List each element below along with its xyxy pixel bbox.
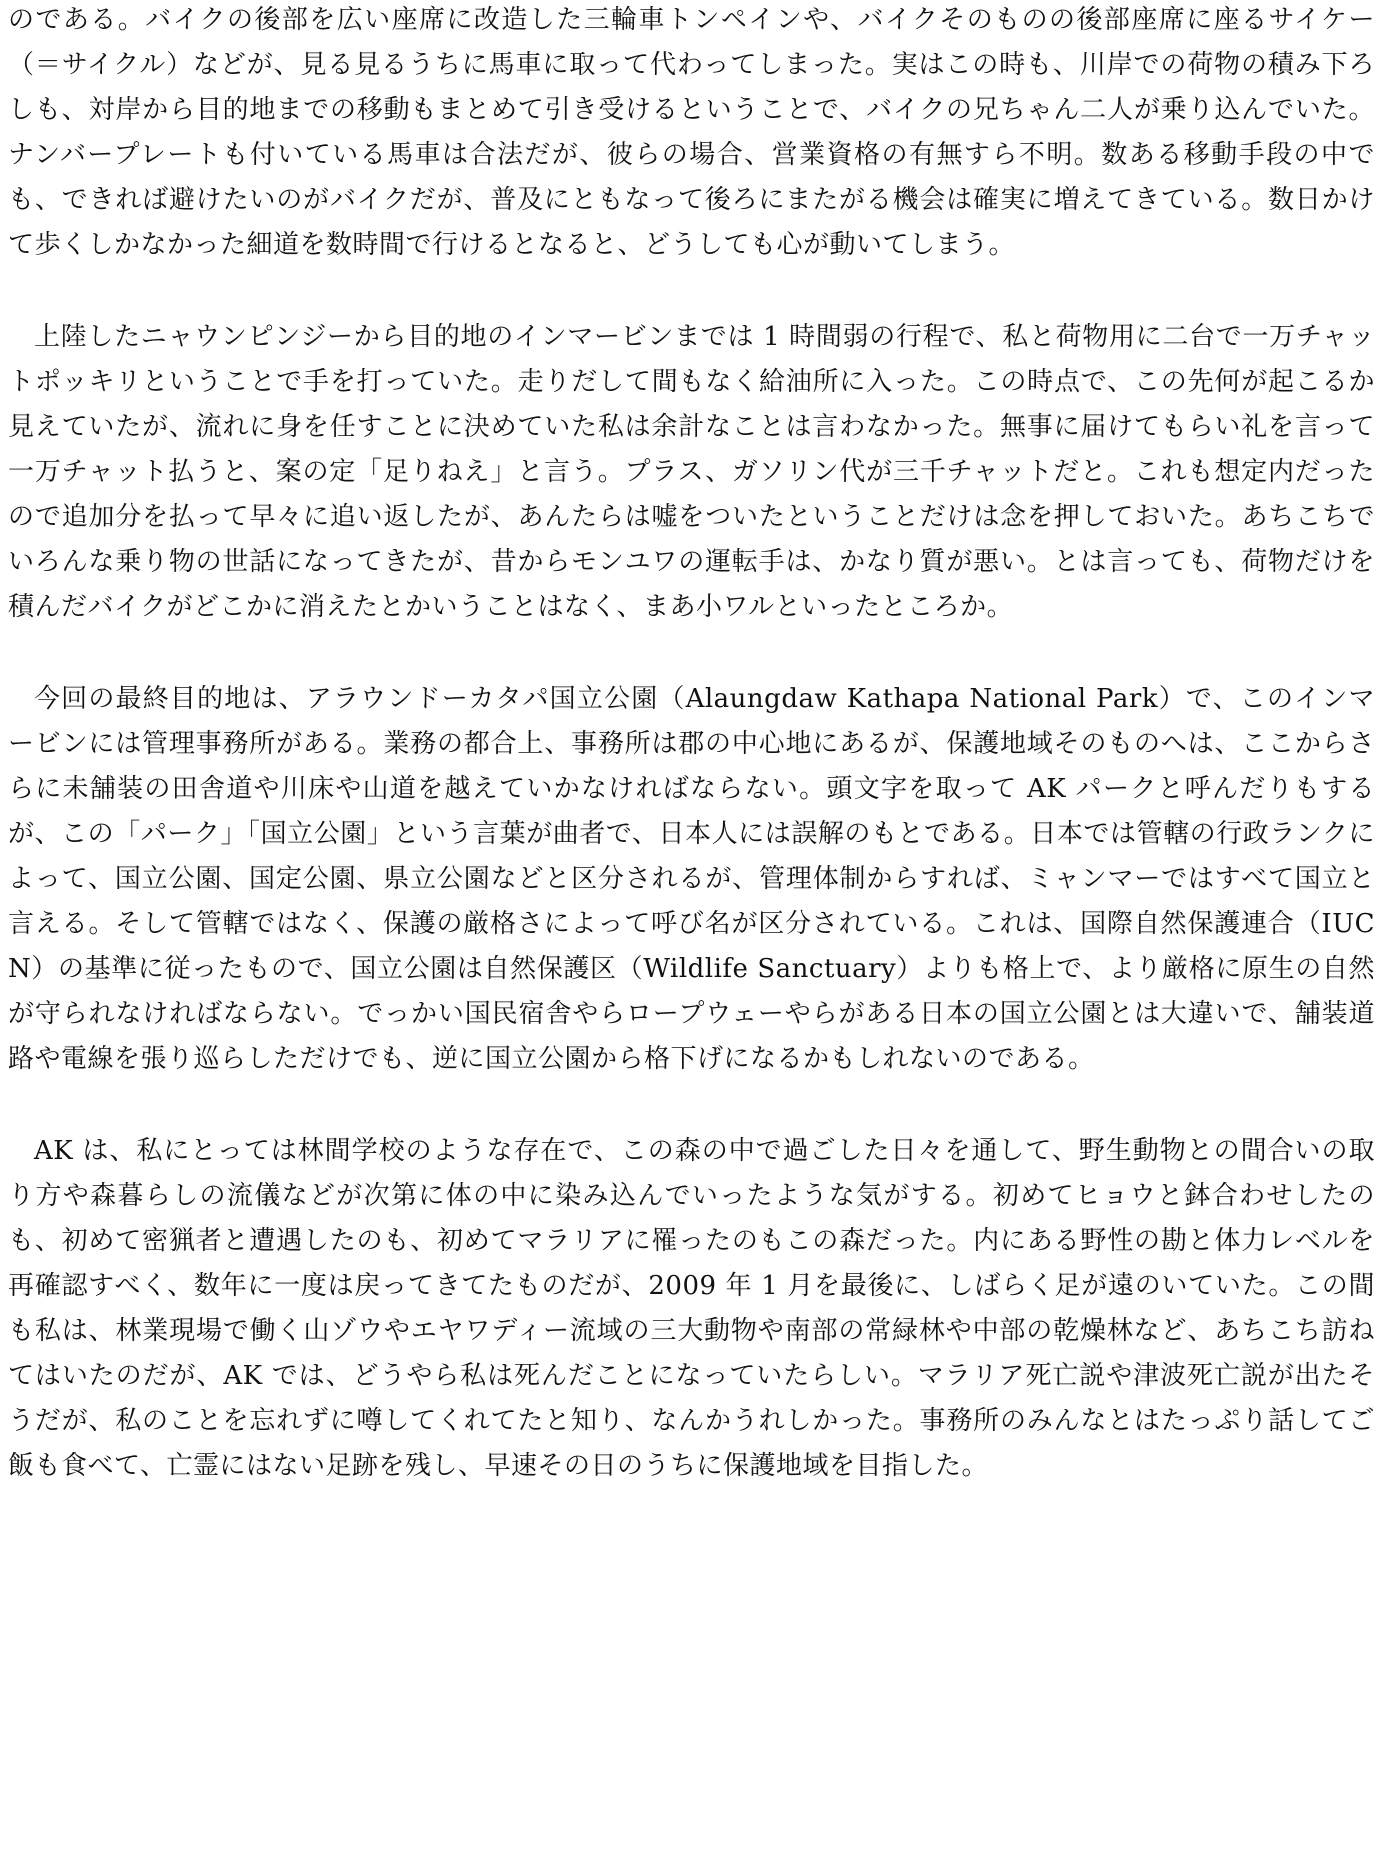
paragraph-3: 今回の最終目的地は、アラウンドーカタパ国立公園（Alaungdaw Kathapa National Park）で、このインマービンには管理事務所がある。業務の都合上、事務所は郡の中心地にあるが、保護地域そのものへは、ここからさらに未舗装の田舎道や川床や山道を越えていかなければならない。頭文字を取って AK パークと呼んだりもするが、この「パーク」「国立公園」という言葉が曲者で、日本人には誤解のもとである。日本では管轄の行政ランクによって、国立公園、国定公園、県立公園などと区分されるが、管理体制からすれば、ミャンマーではすべて国立と言える。そして管轄ではなく、保護の厳格さによって呼び名が区分されている。これは、国際自然保護連合（IUCN）の基準に従ったもので、国立公園は自然保護区（Wildlife Sanctuary）よりも格上で、より厳格に原生の自然が守られなければならない。でっかい国民宿舎やらロープウェーやらがある日本の国立公園とは大違いで、舗装道路や電線を張り巡らしただけでも、逆に国立公園から格下げになるかもしれないのである。 — [8, 684, 1375, 1074]
paragraph-1: のである。バイクの後部を広い座席に改造した三輪車トンペインや、バイクそのものの後部座席に座るサイケー（＝サイクル）などが、見る見るうちに馬車に取って代わってしまった。実はこの時も、川岸での荷物の積み下ろしも、対岸から目的地までの移動もまとめて引き受けるということで、バイクの兄ちゃん二人が乗り込んでいた。ナンバープレートも付いている馬車は合法だが、彼らの場合、営業資格の有無すら不明。数ある移動手段の中でも、できれば避けたいのがバイクだが、普及にともなって後ろにまたがる機会は確実に増えてきている。数日かけて歩くしかなかった細道を数時間で行けるとなると、どうしても心が動いてしまう。 — [8, 5, 1375, 260]
paragraph-4: AK は、私にとっては林間学校のような存在で、この森の中で過ごした日々を通して、野生動物との間合いの取り方や森暮らしの流儀などが次第に体の中に染み込んでいったような気がする。初めてヒョウと鉢合わせしたのも、初めて密猟者と遭遇したのも、初めてマラリアに罹ったのもこの森だった。内にある野性の勘と体力レベルを再確認すべく、数年に一度は戻ってきてたものだが、2009 年 1 月を最後に、しばらく足が遠のいていた。この間も私は、林業現場で働く山ゾウやエヤワディー流域の三大動物や南部の常緑林や中部の乾燥林など、あちこち訪ねてはいたのだが、AK では、どうやら私は死んだことになっていたらしい。マラリア死亡説や津波死亡説が出たそうだが、私のことを忘れずに噂してくれてたと知り、なんかうれしかった。事務所のみんなとはたっぷり話してご飯も食べて、亡霊にはない足跡を残し、早速その日のうちに保護地域を目指した。 — [8, 1136, 1375, 1481]
paragraph-2: 上陸したニャウンピンジーから目的地のインマービンまでは 1 時間弱の行程で、私と荷物用に二台で一万チャットポッキリということで手を打っていた。走りだして間もなく給油所に入った。この時点で、この先何が起こるか見えていたが、流れに身を任すことに決めていた私は余計なことは言わなかった。無事に届けてもらい礼を言って一万チャット払うと、案の定「足りねえ」と言う。プラス、ガソリン代が三千チャットだと。これも想定内だったので追加分を払って早々に追い返したが、あんたらは嘘をついたということだけは念を押しておいた。あちこちでいろんな乗り物の世話になってきたが、昔からモンユワの運転手は、かなり質が悪い。とは言っても、荷物だけを積んだバイクがどこかに消えたとかいうことはなく、まあ小ワルといったところか。 — [8, 322, 1375, 622]
